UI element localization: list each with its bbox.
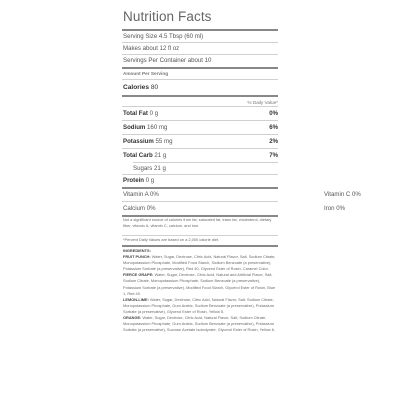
nutrient-label: Total Carb [123,152,153,159]
nutrient-row [123,124,278,132]
daily-value-label: % Daily Value* [247,100,278,105]
nutrient-row [123,110,278,118]
ingredient-paragraph [123,254,278,272]
nutrient-amount: 21 g [154,152,167,159]
sugars-row: Sugars 21 g [133,165,166,172]
ingredient-flavor: ORANGE: [123,315,142,321]
protein-amount: 0 g [145,177,155,184]
divider [122,235,278,236]
nutrient-row [123,138,278,146]
amount-per-serving: Amount Per Serving [123,71,169,76]
nutrient-row [123,152,278,160]
nutrient-label: Total Fat [123,110,148,117]
ingredients-header: INGREDIENTS: [123,248,151,253]
nutrient-label: Potassium [123,138,154,145]
divider [133,162,278,163]
title: Nutrition Facts [123,9,212,24]
nutrient-dv: 7% [269,152,278,159]
vitamin-right: Iron 0% [324,205,346,212]
calories-row [123,84,278,92]
ingredient-paragraph [123,272,278,296]
nutrient-label: Sodium [123,124,146,131]
divider [122,120,278,121]
vitamin-left: Calcium 0% [123,205,156,212]
calories-label: Calories [123,84,150,91]
vitamin-row [123,191,361,199]
nutrient-dv: 2% [269,138,278,145]
vitamin-left: Vitamin A 0% [123,191,159,198]
divider [122,79,278,80]
divider [122,67,278,69]
protein-label: Protein [123,177,144,184]
vitamin-row [123,205,346,213]
nutrient-dv: 6% [269,124,278,131]
vitamin-right: Vitamin C 0% [324,191,361,198]
serving-size: Serving Size 4.5 Tbsp (60 ml) [123,33,204,40]
nutrient-amount: 0 g [149,110,159,117]
divider [122,54,278,55]
nutrient-amount: 55 mg [155,138,173,145]
ingredients-block [123,248,278,333]
protein-row [123,177,278,185]
ingredient-list: Water, Sugar, Dextrose, Citric Acid, Natural Flavor, Salt, Sodium Citrate, Monopotassium Phosphate, Gum Arabic, Sodium Benzoate (a preservative), Potassium Sorbate (a preservative), Sucrose Acetate Isobutyrate, Glycerol Ester of Rosin, Yellow 6. [123,315,276,333]
calories-value: 80 [150,84,159,91]
ingredient-list: Water, Sugar, Dextrose, Citric Acid, Natural Flavor, Salt, Sodium Citrate, Monopotassium Phosphate, Gum Arabic, Sodium Benzoate (a preservative), Potassium Sorbate (a preservative), Glycerol Ester of Rosin, Yellow 5. [123,296,274,314]
divider [122,187,278,189]
ingredient-flavor: LEMON-LIME: [123,296,149,302]
ingredient-paragraph [123,315,278,333]
footnote-significance: Not a significant source of calories from fat, saturated fat, trans fat, cholesterol, dietary fiber, vitamin A, vitamin C, calcium, and iron. [123,217,272,229]
makes-amount: Makes about 12 fl oz [123,45,180,52]
ingredient-flavor: FIERCE GRAPE: [123,272,154,278]
ingredient-flavor: FRUIT PUNCH: [123,254,151,260]
ingredient-list: Water, Sugar, Dextrose, Citric Acid, Natural Flavor, Salt, Sodium Citrate, Monopotassium Phosphate, Modified Food Starch, Sodium Benzoate (a preservative), Potassium Sorbate (a preservative), Red 40, Glycerol Ester of Rosin, Caramel Color. [123,254,276,272]
nutrient-amount: 160 mg [147,124,168,131]
servings-per-container: Servings Per Container about 10 [123,57,212,64]
nutrient-dv: 0% [269,110,278,117]
divider [122,174,278,175]
divider [122,201,278,202]
divider [122,29,278,31]
divider [122,134,278,135]
ingredient-list: Water, Sugar, Dextrose, Citric Acid, Natural and Artificial Flavor, Salt, Sodium Citrate, Monopotassium Phosphate, Sodium Benzoate (a preservative), Potassium Sorbate (a preservative), Modified Food Starch, Glycerol Ester of Rosin, Blue 1, Red 40. [123,272,276,296]
divider [122,95,278,97]
divider [122,106,278,107]
footnote-daily-value: *Percent Daily Values are based on a 2,000 calorie diet. [123,237,220,242]
divider [122,245,278,247]
divider [122,148,278,149]
divider [122,42,278,43]
ingredient-paragraph [123,297,278,315]
